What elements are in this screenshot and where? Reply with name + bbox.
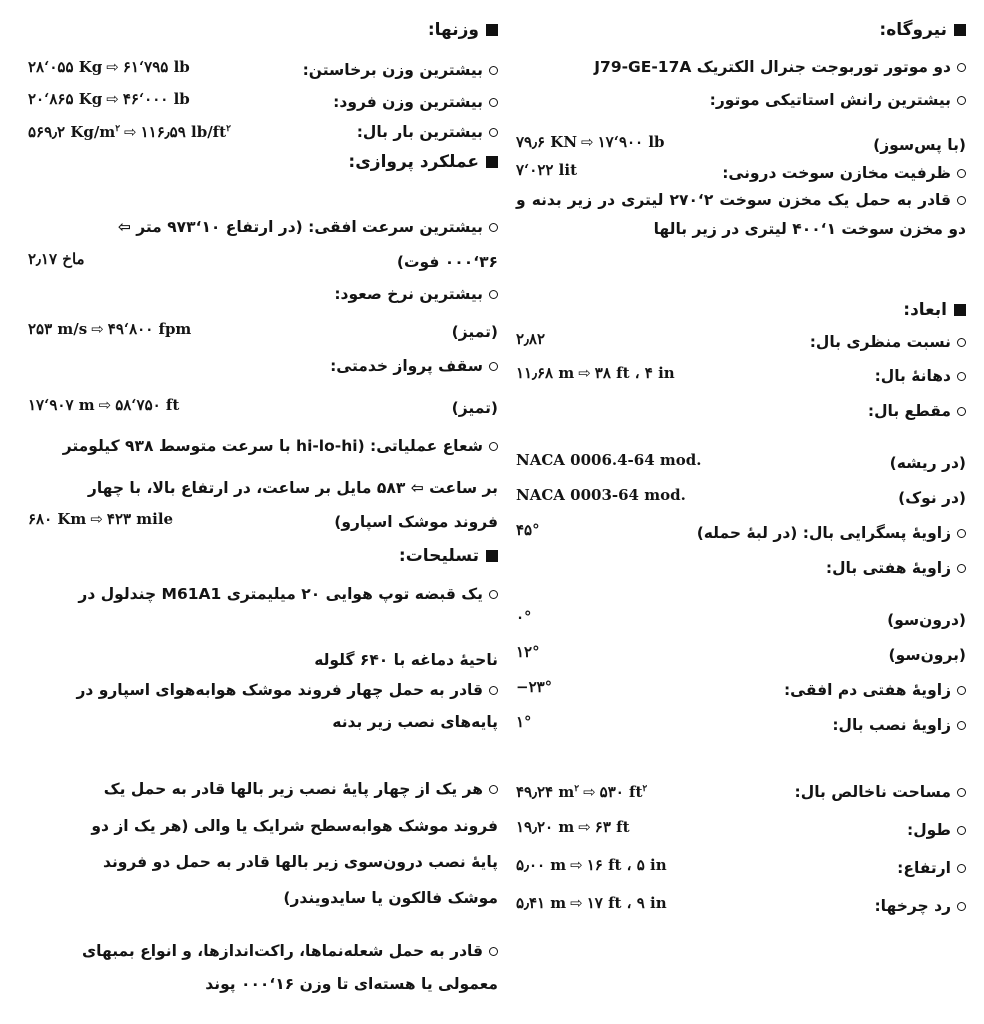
square-bullet-icon <box>954 304 966 316</box>
wingspan-value <box>516 359 675 387</box>
wing-load-metric: ۵۶۹٫۲ Kg/m <box>28 123 116 141</box>
squared-superscript: ۲ <box>226 124 231 134</box>
height-row <box>516 854 966 882</box>
circle-bullet-icon <box>957 338 966 347</box>
ceiling-metric: ۱۷‘۹۰۷ m <box>28 396 95 414</box>
wing-area-value <box>516 775 647 806</box>
climb-label: بیشترین نرخ صعود: <box>334 285 483 303</box>
square-bullet-icon <box>486 156 498 168</box>
heading-text: تسلیحات: <box>398 546 479 566</box>
heading-text: ابعاد: <box>903 300 947 320</box>
sweep-value: ۴۵° <box>516 521 540 539</box>
wheel-track-row <box>516 892 966 920</box>
circle-bullet-icon <box>957 169 966 178</box>
internal-fuel-value: ۷‘۰۲۲ lit <box>516 161 577 179</box>
circle-bullet-icon <box>957 686 966 695</box>
length-imperial: ۶۳ ft <box>594 818 630 836</box>
radius-row-3 <box>28 508 498 536</box>
external-fuel-item <box>516 186 966 243</box>
thrust-metric: ۷۹٫۶ KN <box>516 133 578 151</box>
airfoil-root-value: NACA 0006.4-64 mod. <box>516 451 702 469</box>
square-bullet-icon <box>486 24 498 36</box>
pylons-row-3 <box>28 848 498 876</box>
ceiling-row <box>28 352 498 380</box>
airfoil-tip-value: NACA 0003-64 mod. <box>516 486 686 504</box>
wheel-track-imperial: ۱۷ ft ، ۹ in <box>586 894 667 912</box>
max-speed-row-1 <box>28 213 498 241</box>
wing-load-value <box>28 115 231 146</box>
dimensions-heading <box>516 296 966 324</box>
height-metric: ۵٫۰۰ m <box>516 856 567 874</box>
square-bullet-icon <box>954 24 966 36</box>
radius-imperial: ۴۲۳ mile <box>106 510 174 528</box>
radius-value <box>28 505 173 533</box>
wingspan-imperial: ۳۸ ft ، ۴ in <box>594 364 675 382</box>
circle-bullet-icon <box>957 902 966 911</box>
circle-bullet-icon <box>489 98 498 107</box>
wingspan-row <box>516 362 966 390</box>
circle-bullet-icon <box>489 785 498 794</box>
height-value <box>516 851 667 879</box>
mtow-label: بیشترین وزن برخاستن: <box>302 61 483 79</box>
convert-arrow-icon: ⇨ <box>90 510 103 528</box>
thrust-imperial: ۱۷‘۹۰۰ lb <box>597 133 665 151</box>
airfoil-root-label: (در ریشه) <box>889 454 966 472</box>
circle-bullet-icon <box>957 564 966 573</box>
convert-arrow-icon: ⇨ <box>91 320 104 338</box>
circle-bullet-icon <box>489 128 498 137</box>
aspect-ratio-value: ۲٫۸۲ <box>516 330 546 348</box>
tail-dihedral-row <box>516 676 966 704</box>
dihedral-outboard-row <box>516 641 966 669</box>
circle-bullet-icon <box>489 686 498 695</box>
max-thrust-item <box>516 86 966 114</box>
max-speed-row-2 <box>28 248 498 276</box>
wing-load-label: بیشترین بار بال: <box>356 123 483 141</box>
wing-load-imperial: ۱۱۶٫۵۹ lb/ft <box>140 123 227 141</box>
circle-bullet-icon <box>957 826 966 835</box>
circle-bullet-icon <box>957 721 966 730</box>
heading-text: عملکرد پروازی: <box>348 152 479 172</box>
climb-clean-row <box>28 318 498 346</box>
internal-fuel-row <box>516 159 966 187</box>
sparrow-text: قادر به حمل چهار فروند موشک هوابه‌هوای اسپارو در <box>76 681 483 699</box>
wing-area-label: مساحت ناخالص بال: <box>794 783 951 801</box>
airfoil-label: مقطع بال: <box>867 402 951 420</box>
convert-arrow-icon: ⇨ <box>583 783 596 801</box>
circle-bullet-icon <box>957 96 966 105</box>
armament-heading <box>28 542 498 570</box>
circle-bullet-icon <box>957 372 966 381</box>
pylons-text-end: موشک فالکون یا سایدویندر) <box>283 889 498 907</box>
weights-heading <box>28 16 498 44</box>
circle-bullet-icon <box>489 442 498 451</box>
convert-arrow-icon: ⇨ <box>581 133 594 151</box>
incidence-row <box>516 711 966 739</box>
mlw-row <box>28 88 498 116</box>
bombs-row-2 <box>28 970 498 998</box>
convert-arrow-icon: ⇨ <box>106 90 119 108</box>
ceiling-clean-label: (تمیز) <box>451 399 498 417</box>
tail-dihedral-value: −۲۳° <box>516 678 553 696</box>
gun-row-1 <box>28 580 498 608</box>
squared-superscript: ۲ <box>574 784 580 794</box>
heading-text: نیروگاه: <box>879 20 947 40</box>
bombs-row-1 <box>28 937 498 965</box>
sparrow-row-2 <box>28 708 498 736</box>
wheel-track-label: رد چرخها: <box>874 897 951 915</box>
circle-bullet-icon <box>489 223 498 232</box>
length-value <box>516 813 630 841</box>
radius-text-cont: بر ساعت ⇦ ۵۸۳ مایل بر ساعت، در ارتفاع بالا، با چهار <box>87 479 498 497</box>
mlw-metric: ۲۰‘۸۶۵ Kg <box>28 90 103 108</box>
climb-row <box>28 280 498 308</box>
climb-metric: ۲۵۳ m/s <box>28 320 88 338</box>
length-row <box>516 816 966 844</box>
dihedral-outboard-label: (برون‌سو) <box>888 646 966 664</box>
radius-metric: ۶۸۰ Km <box>28 510 87 528</box>
convert-arrow-icon: ⇨ <box>106 58 119 76</box>
ceiling-clean-row <box>28 394 498 422</box>
square-bullet-icon <box>486 550 498 562</box>
mlw-value <box>28 85 190 113</box>
wheel-track-value <box>516 889 667 917</box>
max-speed-text: بیشترین سرعت افقی: (در ارتفاع ۱۰‘۹۷۳ متر ⇦ <box>117 218 483 236</box>
circle-bullet-icon <box>489 947 498 956</box>
circle-bullet-icon <box>489 290 498 299</box>
circle-bullet-icon <box>489 590 498 599</box>
circle-bullet-icon <box>489 66 498 75</box>
mtow-value <box>28 53 190 81</box>
mtow-row <box>28 56 498 84</box>
pylons-text-cont: پایهٔ نصب درون‌سوی زیر بالها قادر به حمل دو فروند <box>103 853 498 871</box>
sparrow-row-1 <box>28 676 498 704</box>
height-label: ارتفاع: <box>897 859 951 877</box>
airfoil-root-row <box>516 449 966 477</box>
airfoil-tip-row <box>516 484 966 512</box>
height-imperial: ۱۶ ft ، ۵ in <box>586 856 667 874</box>
dihedral-inboard-value: ۰° <box>516 608 532 626</box>
bombs-text-cont: معمولی یا هسته‌ای تا وزن ۱۶‘۰۰۰ پوند <box>205 975 498 993</box>
pylons-row-4 <box>28 884 498 912</box>
pylons-text-cont: فروند موشک هوابه‌سطح شرایک یا والی (هر یک از دو <box>91 817 498 835</box>
ceiling-label: سقف پرواز خدمتی: <box>330 357 483 375</box>
incidence-value: ۱° <box>516 713 532 731</box>
wing-load-row <box>28 118 498 146</box>
internal-fuel-label: ظرفیت مخازن سوخت درونی: <box>722 164 951 182</box>
circle-bullet-icon <box>957 788 966 797</box>
max-speed-value: ماخ ۲٫۱۷ <box>28 250 85 268</box>
mtow-metric: ۲۸‘۰۵۵ Kg <box>28 58 103 76</box>
powerplant-heading <box>516 16 966 44</box>
wing-area-metric: ۴۹٫۲۴ m <box>516 783 575 801</box>
dihedral-inboard-row <box>516 606 966 634</box>
radius-text-end: فروند موشک اسپارو) <box>334 513 498 531</box>
circle-bullet-icon <box>957 63 966 72</box>
climb-imperial: ۴۹‘۸۰۰ fpm <box>107 320 192 338</box>
convert-arrow-icon: ⇨ <box>570 894 583 912</box>
sweep-label: زاویهٔ پسگرایی بال: (در لبهٔ حمله) <box>696 524 951 542</box>
wingspan-label: دهانهٔ بال: <box>874 367 951 385</box>
pylons-row-1 <box>28 775 498 803</box>
convert-arrow-icon: ⇨ <box>570 856 583 874</box>
airfoil-tip-label: (در نوک) <box>898 489 966 507</box>
ceiling-imperial: ۵۸‘۷۵۰ ft <box>115 396 180 414</box>
dihedral-row <box>516 554 966 582</box>
dihedral-outboard-value: ۱۲° <box>516 643 540 661</box>
circle-bullet-icon <box>489 362 498 371</box>
mlw-label: بیشترین وزن فرود: <box>333 93 483 111</box>
mlw-imperial: ۴۶‘۰۰۰ lb <box>122 90 190 108</box>
circle-bullet-icon <box>957 196 966 205</box>
performance-heading <box>28 148 498 176</box>
dihedral-inboard-label: (درون‌سو) <box>887 611 966 629</box>
aspect-ratio-row <box>516 328 966 356</box>
climb-clean-label: (تمیز) <box>451 323 498 341</box>
sweep-row <box>516 519 966 547</box>
gun-text-cont: ناحیهٔ دماغه با ۶۴۰ گلوله <box>314 651 498 669</box>
max-thrust-label: بیشترین رانش استاتیکی موتور: <box>709 91 951 109</box>
afterburner-label: (با پس‌سوز) <box>873 136 966 154</box>
circle-bullet-icon <box>957 407 966 416</box>
pylons-text: هر یک از چهار پایهٔ نصب زیر بالها قادر به حمل یک <box>103 780 483 798</box>
climb-value <box>28 315 191 343</box>
sparrow-text-cont: پایه‌های نصب زیر بدنه <box>332 713 498 731</box>
squared-superscript: ۲ <box>642 784 648 794</box>
ceiling-value <box>28 391 179 419</box>
radius-text: شعاع عملیاتی: (hi-lo-hi با سرعت متوسط ۹۳۸ کیلومتر <box>62 437 483 455</box>
bombs-text: قادر به حمل شعله‌نماها، راکت‌اندازها، و انواع بمبهای <box>81 942 483 960</box>
airfoil-row <box>516 397 966 425</box>
incidence-label: زاویهٔ نصب بال: <box>832 716 951 734</box>
length-label: طول: <box>907 821 951 839</box>
radius-row-1 <box>28 432 498 460</box>
tail-dihedral-label: زاویهٔ هفتی دم افقی: <box>783 681 951 699</box>
afterburner-value <box>516 128 665 156</box>
convert-arrow-icon: ⇨ <box>578 364 591 382</box>
convert-arrow-icon: ⇨ <box>98 396 112 414</box>
heading-text: وزنها: <box>427 20 479 40</box>
convert-arrow-icon: ⇨ <box>124 123 137 141</box>
circle-bullet-icon <box>957 529 966 538</box>
pylons-row-2 <box>28 812 498 840</box>
squared-superscript: ۲ <box>115 124 121 134</box>
engine-item <box>516 53 966 81</box>
wing-area-imperial: ۵۳۰ ft <box>599 783 643 801</box>
aspect-ratio-label: نسبت منظری بال: <box>809 333 951 351</box>
mtow-imperial: ۶۱‘۷۹۵ lb <box>122 58 190 76</box>
wheel-track-metric: ۵٫۴۱ m <box>516 894 567 912</box>
wing-area-row <box>516 778 966 806</box>
length-metric: ۱۹٫۲۰ m <box>516 818 575 836</box>
convert-arrow-icon: ⇨ <box>578 818 591 836</box>
gun-text: یک قبضه توپ هوایی ۲۰ میلیمتری M61A1 چندلول در <box>78 585 483 603</box>
dihedral-label: زاویهٔ هفتی بال: <box>825 559 951 577</box>
afterburner-row <box>516 131 966 159</box>
circle-bullet-icon <box>957 864 966 873</box>
external-fuel-text: قادر به حمل یک مخزن سوخت ۲‘۲۷۰ لیتری در زیر بدنه و دو مخزن سوخت ۱‘۴۰۰ لیتری در زیر بالها <box>516 191 966 238</box>
radius-row-2 <box>28 474 498 502</box>
gun-row-2 <box>28 646 498 674</box>
engine-text: دو موتور توربوجت جنرال الکتریک J79-GE-17A <box>594 58 951 76</box>
wingspan-metric: ۱۱٫۶۸ m <box>516 364 575 382</box>
max-speed-text-cont: ۳۶‘۰۰۰ فوت) <box>396 253 498 271</box>
